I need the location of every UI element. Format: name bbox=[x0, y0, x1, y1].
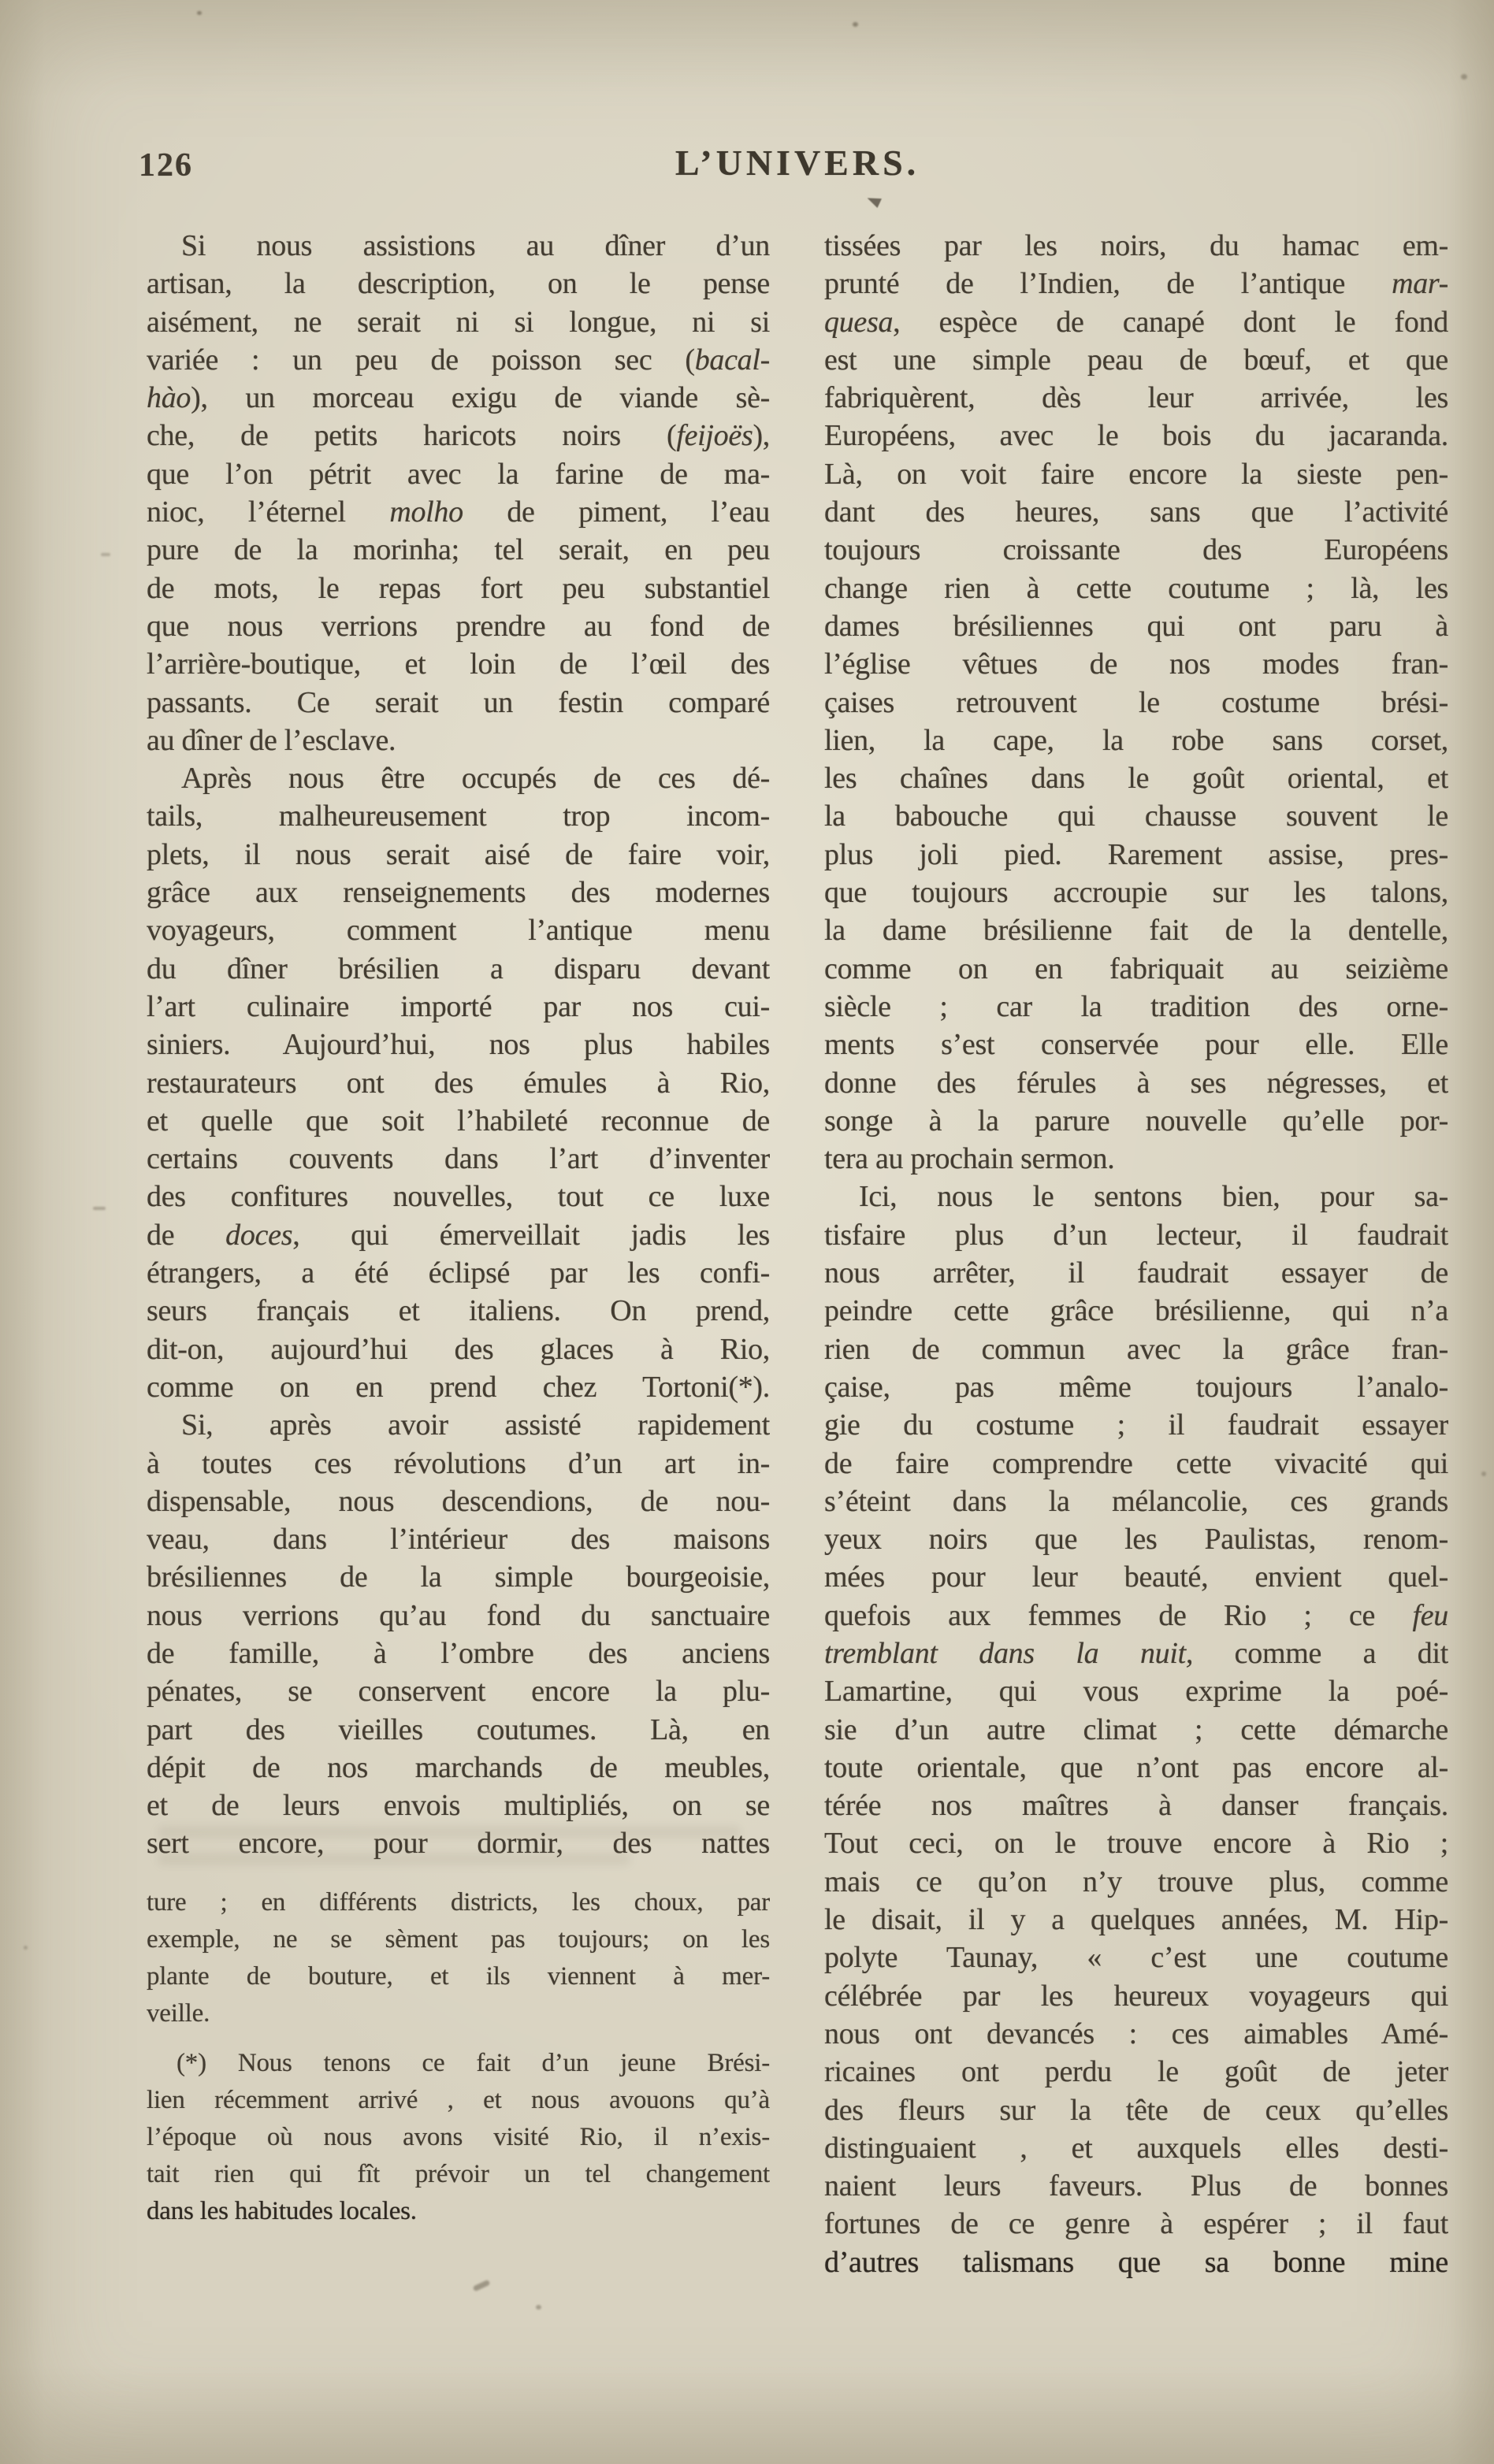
text-line: dispensable, nous descendions, de nou- bbox=[147, 1484, 770, 1518]
text-line: restaurateurs ont des émules à Rio, bbox=[147, 1066, 770, 1100]
text-line: tera au prochain sermon. bbox=[824, 1142, 1115, 1176]
text-line: mais ce qu’on n’y trouve plus, comme bbox=[824, 1865, 1448, 1898]
scan-speckle bbox=[1461, 74, 1467, 80]
text-line: lien récemment arrivé , et nous avouons qu’à bbox=[147, 2086, 770, 2114]
text-line: Là, on voit faire encore la sieste pen- bbox=[824, 457, 1448, 491]
text-segment: ), bbox=[753, 419, 770, 453]
text-line: térée nos maîtres à danser français. bbox=[824, 1789, 1448, 1823]
text-line: sert encore, pour dormir, des nattes bbox=[147, 1827, 770, 1861]
page-number: 126 bbox=[139, 147, 193, 184]
text-line bbox=[824, 1597, 1448, 1635]
right-text-column bbox=[824, 227, 1448, 2281]
text-line: gie du costume ; il faudrait essayer bbox=[824, 1408, 1448, 1442]
text-line: étrangers, a été éclipsé par les confi- bbox=[147, 1256, 770, 1290]
text-line: songe à la parure nouvelle qu’elle por- bbox=[824, 1104, 1448, 1137]
text-line: que nous verrions prendre au fond de bbox=[147, 609, 770, 643]
text-line: célébrée par les heureux voyageurs qui bbox=[824, 1979, 1448, 2013]
text-line: l’arrière-boutique, et loin de l’œil des bbox=[147, 648, 770, 681]
text-line: naient leurs faveurs. Plus de bonnes bbox=[824, 2169, 1448, 2203]
text-line: pénates, se conservent encore la plu- bbox=[147, 1675, 770, 1709]
text-line: Lamartine, qui vous exprime la poé- bbox=[824, 1675, 1448, 1709]
text-line: au dîner de l’esclave. bbox=[147, 723, 396, 757]
text-line: polyte Taunay, « c’est une coutume bbox=[824, 1941, 1448, 1975]
text-line: dames brésiliennes qui ont paru à bbox=[824, 609, 1448, 643]
italic-text-segment: molho bbox=[389, 495, 463, 529]
text-line: grâce aux renseignements des modernes bbox=[147, 876, 770, 910]
scan-speckle bbox=[1481, 1471, 1486, 1476]
text-segment: comme a dit bbox=[1193, 1636, 1448, 1670]
text-line: des confitures nouvelles, tout ce luxe bbox=[147, 1180, 770, 1214]
text-line: à toutes ces révolutions d’un art in- bbox=[147, 1446, 770, 1480]
text-line: nous arrêter, il faudrait essayer de bbox=[824, 1256, 1448, 1290]
text-line: passants. Ce serait un festin comparé bbox=[147, 685, 770, 719]
italic-text-segment: feu bbox=[1412, 1598, 1448, 1632]
text-line: Si nous assistions au dîner d’un bbox=[181, 229, 770, 262]
text-line: ture ; en différents districts, les choux, par bbox=[147, 1888, 770, 1917]
text-line: la babouche qui chausse souvent le bbox=[824, 800, 1448, 833]
text-line: que l’on pétrit avec la farine de ma- bbox=[147, 457, 770, 491]
text-segment: che, de petits haricots noirs ( bbox=[147, 419, 677, 453]
italic-text-segment: mar- bbox=[1392, 267, 1448, 301]
text-segment: quefois aux femmes de Rio ; ce bbox=[824, 1598, 1413, 1632]
text-line: l’art culinaire importé par nos cui- bbox=[147, 989, 770, 1023]
text-line: sie d’un autre climat ; cette démarche bbox=[824, 1713, 1448, 1746]
text-line: toujours croissante des Européens bbox=[824, 533, 1448, 567]
text-line: exemple, ne se sèment pas toujours; on les bbox=[147, 1925, 770, 1954]
text-line: plante de bouture, et ils viennent à mer- bbox=[147, 1962, 770, 1991]
text-line: toute orientale, que n’ont pas encore al- bbox=[824, 1750, 1448, 1784]
text-line: seurs français et italiens. On prend, bbox=[147, 1294, 770, 1328]
text-line: comme on en fabriquait au seizième bbox=[824, 952, 1448, 985]
text-line: artisan, la description, on le pense bbox=[147, 267, 770, 301]
scan-speckle bbox=[93, 1207, 106, 1210]
text-line: est une simple peau de bœuf, et que bbox=[824, 343, 1448, 377]
text-line: part des vieilles coutumes. Là, en bbox=[147, 1713, 770, 1746]
text-line: Ici, nous le sentons bien, pour sa- bbox=[859, 1180, 1448, 1214]
text-line: des fleurs sur la tête de ceux qu’elles bbox=[824, 2093, 1448, 2127]
text-segment: nioc, l’éternel bbox=[147, 495, 390, 529]
italic-text-segment: hào bbox=[147, 381, 191, 415]
text-line: nous ont devancés : ces aimables Amé- bbox=[824, 2017, 1448, 2050]
text-line: veau, dans l’intérieur des maisons bbox=[147, 1523, 770, 1557]
text-segment: , qui émerveillait jadis les bbox=[292, 1218, 770, 1252]
text-line: et quelle que soit l’habileté reconnue de bbox=[147, 1104, 770, 1137]
scan-speckle bbox=[101, 553, 110, 556]
text-segment: de bbox=[147, 1218, 226, 1252]
ink-smudge-arrow-mark bbox=[865, 193, 882, 208]
text-line: ments s’est conservée pour elle. Elle bbox=[824, 1028, 1448, 1062]
text-line bbox=[147, 1216, 770, 1254]
text-line: veille. bbox=[147, 1999, 210, 2028]
text-line bbox=[824, 303, 1448, 341]
text-line: peindre cette grâce brésilienne, qui n’a bbox=[824, 1294, 1448, 1328]
text-line: Si, après avoir assisté rapidement bbox=[181, 1408, 770, 1442]
text-line: fabriquèrent, dès leur arrivée, les bbox=[824, 381, 1448, 415]
text-line: de famille, à l’ombre des anciens bbox=[147, 1636, 770, 1670]
text-line: Après nous être occupés de ces dé- bbox=[181, 762, 770, 796]
text-line: du dîner brésilien a disparu devant bbox=[147, 952, 770, 985]
text-line: distinguaient , et auxquels elles desti- bbox=[824, 2131, 1448, 2165]
scan-speckle bbox=[853, 22, 858, 27]
text-line: comme on en prend chez Tortoni(*). bbox=[147, 1370, 770, 1404]
text-line: de faire comprendre cette vivacité qui bbox=[824, 1446, 1448, 1480]
text-line: pure de la morinha; tel serait, en peu bbox=[147, 533, 770, 567]
text-line: aisément, ne serait ni si longue, ni si bbox=[147, 305, 770, 339]
text-line: voyageurs, comment l’antique menu bbox=[147, 914, 770, 948]
text-line bbox=[147, 341, 770, 379]
text-line: que toujours accroupie sur les talons, bbox=[824, 876, 1448, 910]
text-line bbox=[824, 1635, 1448, 1672]
scan-speckle bbox=[473, 2280, 491, 2292]
text-line bbox=[147, 493, 770, 531]
text-line: et de leurs envois multipliés, on se bbox=[147, 1789, 770, 1823]
text-line: tissées par les noirs, du hamac em- bbox=[824, 229, 1448, 262]
text-line: brésiliennes de la simple bourgeoisie, bbox=[147, 1560, 770, 1594]
text-line: tisfaire plus d’un lecteur, il faudrait bbox=[824, 1218, 1448, 1252]
footnote-starred bbox=[147, 2045, 770, 2230]
text-line: Européens, avec le bois du jacaranda. bbox=[824, 419, 1448, 453]
text-line: plus joli pied. Rarement assise, pres- bbox=[824, 837, 1448, 871]
text-segment: ), un morceau exigu de viande sè- bbox=[191, 381, 770, 415]
text-segment: , espèce de canapé dont le fond bbox=[893, 305, 1448, 339]
text-line: dans les habitudes locales. bbox=[147, 2197, 417, 2225]
scan-speckle bbox=[197, 11, 202, 15]
italic-text-segment: bacal- bbox=[694, 343, 770, 377]
text-line: s’éteint dans la mélancolie, ces grands bbox=[824, 1484, 1448, 1518]
text-line: plets, il nous serait aisé de faire voir, bbox=[147, 837, 770, 871]
italic-text-segment: tremblant dans la nuit, bbox=[824, 1636, 1194, 1670]
text-segment: de piment, l’eau bbox=[463, 495, 770, 529]
text-line: siècle ; car la tradition des orne- bbox=[824, 989, 1448, 1023]
text-line: certains couvents dans l’art d’inventer bbox=[147, 1142, 770, 1176]
text-line bbox=[147, 417, 770, 455]
text-line: change rien à cette coutume ; là, les bbox=[824, 571, 1448, 605]
text-line bbox=[824, 265, 1448, 302]
text-line: siniers. Aujourd’hui, nos plus habiles bbox=[147, 1028, 770, 1062]
text-line: (*) Nous tenons ce fait d’un jeune Brési- bbox=[177, 2049, 770, 2077]
text-line: çaise, pas même toujours l’analo- bbox=[824, 1370, 1448, 1404]
text-line: les chaînes dans le goût oriental, et bbox=[824, 762, 1448, 796]
italic-text-segment: quesa bbox=[824, 305, 894, 339]
text-line bbox=[147, 379, 770, 417]
text-line: l’église vêtues de nos modes fran- bbox=[824, 648, 1448, 681]
text-line: nous verrions qu’au fond du sanctuaire bbox=[147, 1598, 770, 1632]
text-segment: variée : un peu de poisson sec ( bbox=[147, 343, 695, 377]
text-line: l’époque où nous avons visité Rio, il n’exis- bbox=[147, 2123, 770, 2151]
text-line: mées pour leur beauté, envient quel- bbox=[824, 1560, 1448, 1594]
text-line: dépit de nos marchands de meubles, bbox=[147, 1750, 770, 1784]
text-line: dit-on, aujourd’hui des glaces à Rio, bbox=[147, 1332, 770, 1366]
running-header-title: L’UNIVERS. bbox=[675, 143, 920, 183]
text-line: donne des férules à ses négresses, et bbox=[824, 1066, 1448, 1100]
scan-speckle bbox=[24, 1946, 28, 1950]
italic-text-segment: doces bbox=[225, 1218, 293, 1252]
text-line: d’autres talismans que sa bonne mine bbox=[824, 2245, 1448, 2279]
text-line: dant des heures, sans que l’activité bbox=[824, 495, 1448, 529]
text-line: tait rien qui fît prévoir un tel changement bbox=[147, 2160, 770, 2188]
text-line: le disait, il y a quelques années, M. Hip- bbox=[824, 1903, 1448, 1937]
text-line: ricaines ont perdu le goût de jeter bbox=[824, 2055, 1448, 2089]
text-line: yeux noirs que les Paulistas, renom- bbox=[824, 1523, 1448, 1557]
italic-text-segment: feijoës bbox=[676, 419, 753, 453]
left-text-column bbox=[147, 227, 770, 1863]
footnote-continuation bbox=[147, 1884, 770, 2032]
text-line: de mots, le repas fort peu substantiel bbox=[147, 571, 770, 605]
scan-speckle bbox=[536, 2305, 541, 2310]
text-line: lien, la cape, la robe sans corset, bbox=[824, 723, 1448, 757]
text-line: fortunes de ce genre à espérer ; il faut bbox=[824, 2207, 1448, 2241]
text-line: çaises retrouvent le costume brési- bbox=[824, 685, 1448, 719]
text-segment: prunté de l’Indien, de l’antique bbox=[824, 267, 1392, 301]
page-bleedthrough-ghost bbox=[158, 1853, 630, 1865]
text-line: Tout ceci, on le trouve encore à Rio ; bbox=[824, 1827, 1448, 1861]
text-line: la dame brésilienne fait de la dentelle, bbox=[824, 914, 1448, 948]
text-line: tails, malheureusement trop incom- bbox=[147, 800, 770, 833]
text-line: rien de commun avec la grâce fran- bbox=[824, 1332, 1448, 1366]
page-bleedthrough-ghost bbox=[158, 1826, 741, 1839]
